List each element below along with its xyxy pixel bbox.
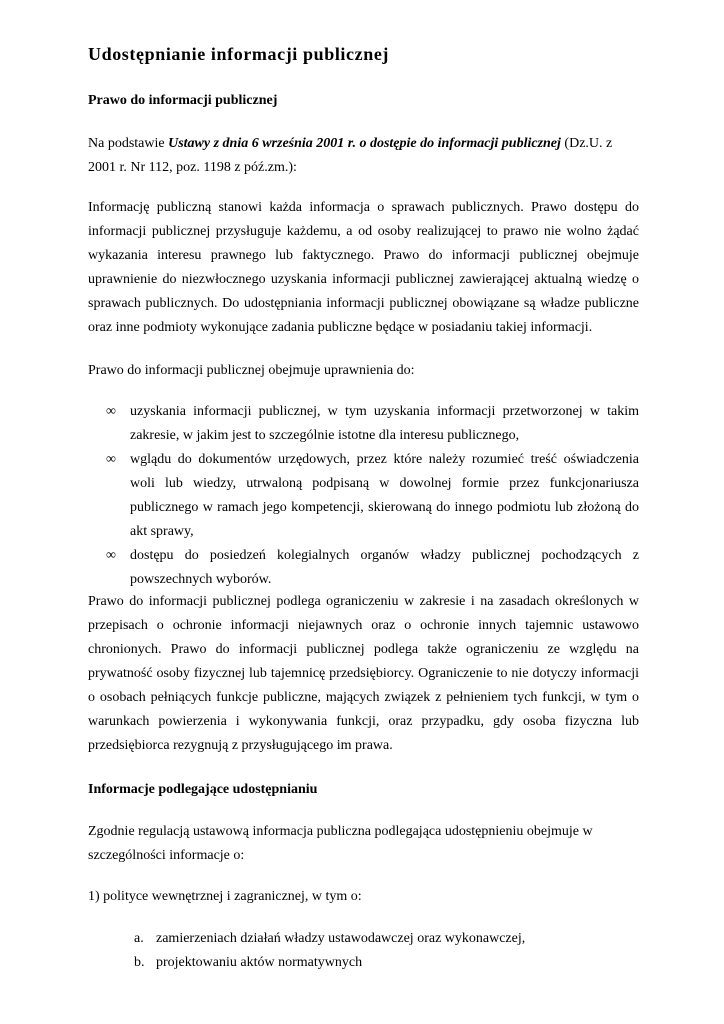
legal-basis-paragraph <box>88 132 639 180</box>
scope-intro-paragraph <box>88 820 639 868</box>
list-item <box>88 448 639 544</box>
section-heading-disclosed-information: Informacje podlegające udostępnianiu <box>88 782 318 797</box>
policy-sublist <box>88 927 639 975</box>
numbered-item-1: 1) polityce wewnętrznej i zagranicznej, w tym o: <box>88 889 362 904</box>
list-marker: a. <box>134 931 144 946</box>
list-marker: b. <box>134 955 145 970</box>
section-heading-right-to-information: Prawo do informacji publicznej <box>88 93 278 108</box>
definition-paragraph: Informację publiczną stanowi każda informacja o sprawach publicznych. Prawo dostępu do informacji publicznej przysługuje każdemu, a od osoby realizującej to prawo nie wolno żądać wykazania interesu prawnego lub faktycznego. Prawo do informacji publicznej obejmuje uprawnienie do niezwłocznego uzyskania informacji publicznej zawierającej aktualną wiedzę o sprawach publicznych. Do udostępniania informacji publicznej obowiązane są władze publiczne oraz inne podmioty wykonujące zadania publiczne będące w posiadaniu takiej informacji. <box>88 200 639 335</box>
list-item-text: wglądu do dokumentów urzędowych, przez które należy rozumieć treść oświadczenia woli lub wiedzy, utrwaloną podpisaną w dowolnej formie przez funkcjonariusza publicznego w ramach jego kompetencji, skierowaną do innego podmiotu lub złożoną do akt sprawy, <box>130 452 639 539</box>
infinity-bullet-icon: ∞ <box>106 452 116 467</box>
scope-intro-line-2: szczególności informacje o: <box>88 848 245 863</box>
list-item <box>88 544 639 592</box>
infinity-bullet-icon: ∞ <box>106 548 116 563</box>
legal-basis-prefix: Na podstawie <box>88 136 169 151</box>
restrictions-paragraph: Prawo do informacji publicznej podlega ograniczeniu w zakresie i na zasadach określonych w przepisach o ochronie informacji niejawnych oraz o ochronie innych tajemnic ustawowo chronionych. Prawo do informacji publicznej podlega także ograniczeniu ze względu na prywatność osoby fizycznej lub tajemnicę przedsiębiorcy. Ograniczenie to nie dotyczy informacji o osobach pełniących funkcje publiczne, mających związek z pełnieniem tych funkcji, w tym o warunkach powierzenia i wykonywania funkcji, oraz przypadku, gdy osoba fizyczna lub przedsiębiorca rezygnują z przysługującego im prawa. <box>88 594 639 753</box>
rights-list <box>88 400 639 592</box>
list-item-text: zamierzeniach działań władzy ustawodawczej oraz wykonawczej, <box>156 931 526 946</box>
page-title: Udostępnianie informacji publicznej <box>88 44 390 64</box>
legal-basis-suffix: (Dz.U. z 2001 r. Nr 112, poz. 1198 z póź.zm.): <box>88 136 613 175</box>
scope-intro-line-1: Zgodnie regulacją ustawową informacja publiczna podlegająca udostępnieniu obejmuje w <box>88 824 593 839</box>
list-item-text: dostępu do posiedzeń kolegialnych organów władzy publicznej pochodzących z powszechnych wyborów. <box>130 548 639 587</box>
rights-intro-paragraph: Prawo do informacji publicznej obejmuje uprawnienia do: <box>88 363 415 378</box>
list-item <box>88 927 639 951</box>
list-item <box>88 400 639 448</box>
infinity-bullet-icon: ∞ <box>106 404 116 419</box>
list-item-text: uzyskania informacji publicznej, w tym uzyskania informacji przetworzonej w takim zakresie, w jakim jest to szczególnie istotne dla interesu publicznego, <box>130 404 639 443</box>
list-item-text: projektowaniu aktów normatywnych <box>156 955 363 970</box>
act-title: Ustawy z dnia 6 września 2001 r. o dostępie do informacji publicznej <box>168 136 561 151</box>
list-item <box>88 951 639 975</box>
